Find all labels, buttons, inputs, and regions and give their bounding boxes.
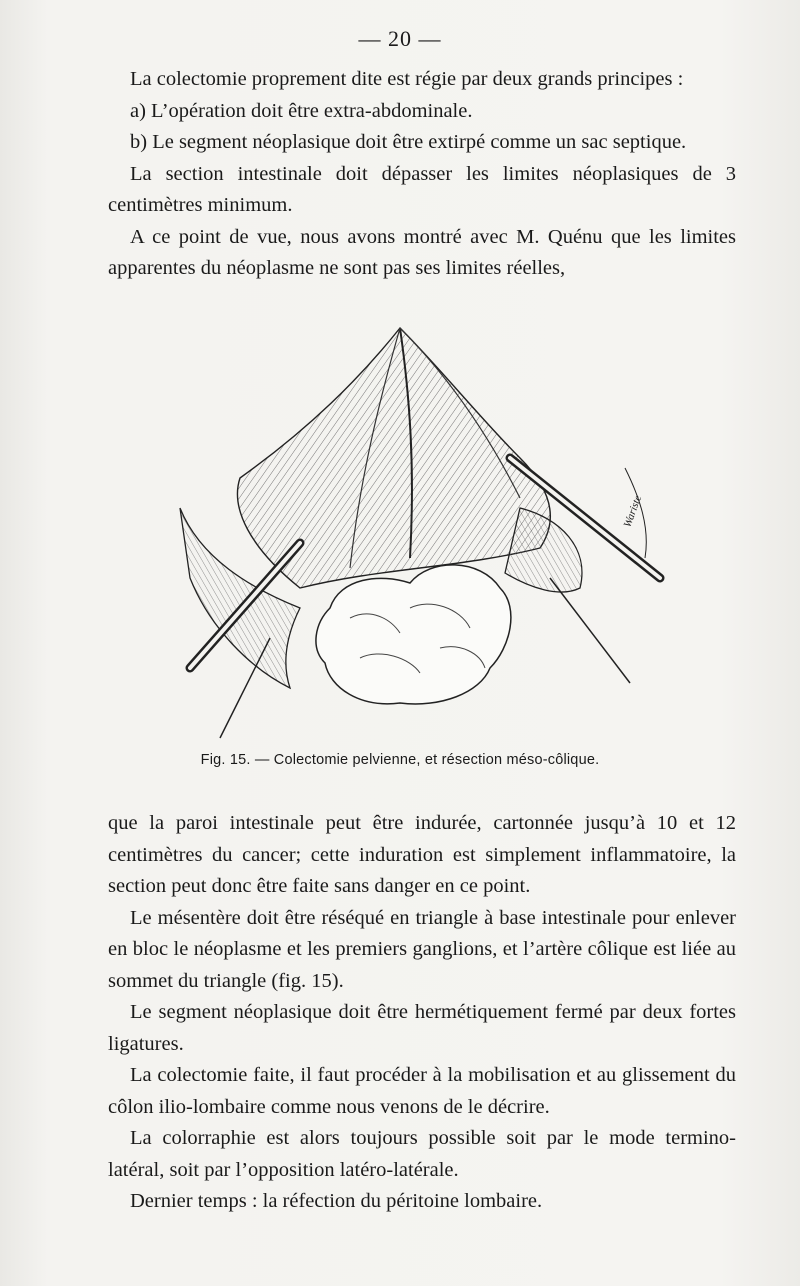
paragraph: Dernier temps : la réfection du péritoine lombaire. [130, 1190, 543, 1212]
artist-signature: Wariste [621, 493, 645, 530]
paragraph: Le mésentère doit être réséqué en triangle à base intestinale pour enlever en bloc le néoplasme et les premiers ganglions, et l’artère côlique est liée au sommet du triangle (fig. 15). [108, 906, 736, 992]
surgical-illustration [160, 318, 690, 748]
paragraph: A ce point de vue, nous avons montré avec M. Quénu que les limites apparentes du néoplasme ne sont pas ses limites réelles, [108, 225, 736, 279]
mesentery [238, 328, 551, 588]
paragraph: a) L’opération doit être extra-abdominale. [130, 99, 473, 122]
figure-caption: Fig. 15. — Colectomie pelvienne, et résection méso-côlique. [200, 752, 600, 768]
text-block-bottom [108, 808, 736, 1218]
tumour-mass [316, 565, 511, 704]
paragraph: La colectomie proprement dite est régie par deux grands principes : [130, 68, 684, 90]
paragraph: La section intestinale doit dépasser les limites néoplasiques de 3 centimètres minimum. [108, 162, 736, 216]
paragraph: La colectomie faite, il faut procéder à la mobilisation et au glissement du côlon ilio-lombaire comme nous venons de le décrire. [108, 1064, 736, 1118]
text-block-top [108, 64, 736, 285]
paragraph: La colorraphie est alors toujours possible soit par le mode termino-latéral, soit par l’opposition latéro-latérale. [108, 1127, 736, 1181]
intestine-loop-right [505, 508, 582, 592]
page-number: — 20 — [358, 26, 442, 51]
paragraph: Le segment néoplasique doit être hermétiquement fermé par deux fortes ligatures. [108, 1001, 736, 1055]
paragraph: que la paroi intestinale peut être indurée, cartonnée jusqu’à 10 et 12 centimètres du cancer; cette induration est simplement inflammatoire, la section peut donc être faite sans danger en ce point. [108, 812, 736, 897]
paragraph: b) Le segment néoplasique doit être extirpé comme un sac septique. [130, 131, 687, 153]
ligature-right [550, 578, 630, 683]
